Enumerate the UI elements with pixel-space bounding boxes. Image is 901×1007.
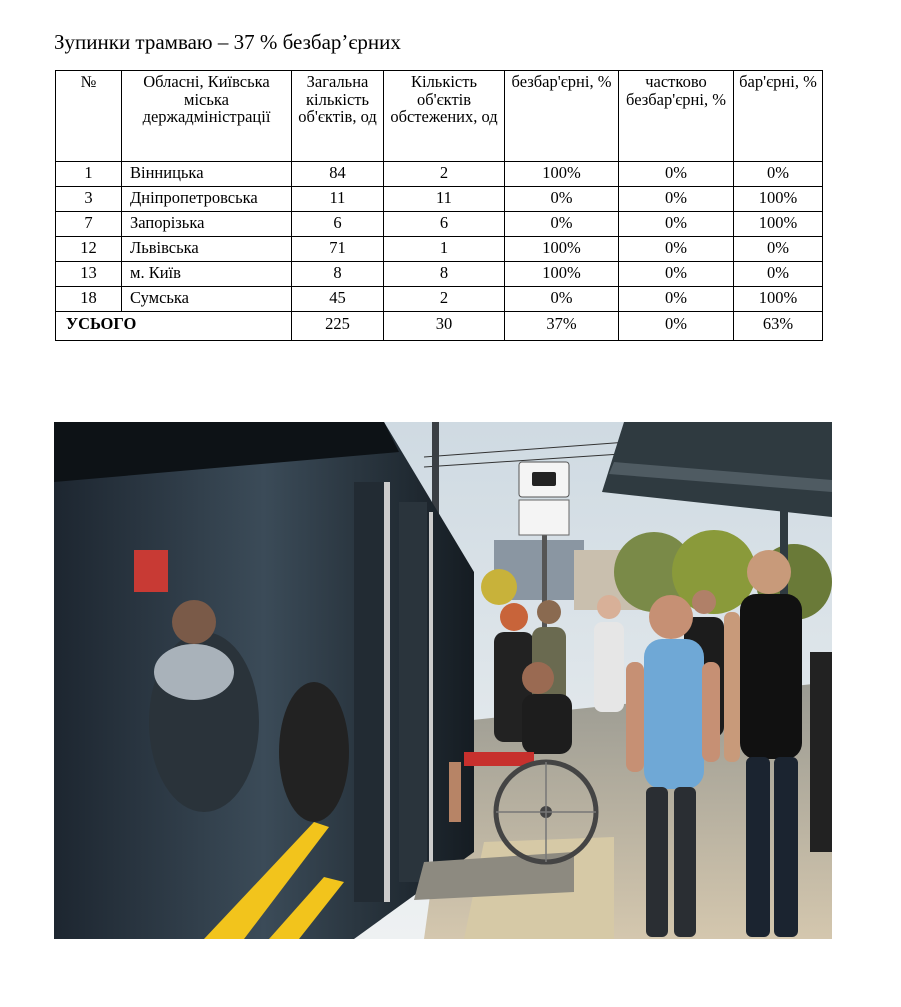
total-barrier: 63% bbox=[734, 312, 823, 341]
total-surveyed: 30 bbox=[384, 312, 505, 341]
row-barrier-free: 100% bbox=[505, 162, 619, 187]
pole bbox=[542, 532, 547, 642]
row-barrier: 0% bbox=[734, 162, 823, 187]
row-number: 13 bbox=[56, 262, 122, 287]
table-header-row bbox=[56, 71, 823, 162]
tram-boarding-photo bbox=[54, 422, 832, 939]
row-surveyed: 2 bbox=[384, 287, 505, 312]
tree bbox=[481, 569, 517, 605]
row-barrier-free: 0% bbox=[505, 287, 619, 312]
total-objects: 225 bbox=[292, 312, 384, 341]
row-region: Запорізька bbox=[122, 212, 292, 237]
row-partial: 0% bbox=[619, 237, 734, 262]
row-barrier-free: 100% bbox=[505, 237, 619, 262]
header-total-objects: Загальна кількість об'єктів, од bbox=[292, 71, 384, 162]
header-barrier: бар'єрні, % bbox=[734, 71, 823, 162]
row-number: 1 bbox=[56, 162, 122, 187]
row-partial: 0% bbox=[619, 162, 734, 187]
row-surveyed: 2 bbox=[384, 162, 505, 187]
row-barrier: 0% bbox=[734, 262, 823, 287]
row-barrier: 0% bbox=[734, 237, 823, 262]
row-total: 11 bbox=[292, 187, 384, 212]
row-number: 3 bbox=[56, 187, 122, 212]
table-total-row bbox=[56, 312, 823, 341]
row-barrier-free: 0% bbox=[505, 212, 619, 237]
row-total: 84 bbox=[292, 162, 384, 187]
row-total: 6 bbox=[292, 212, 384, 237]
tram-door bbox=[399, 502, 427, 882]
table-row bbox=[56, 287, 823, 312]
row-total: 71 bbox=[292, 237, 384, 262]
page-title: Зупинки трамваю – 37 % безбар’єрних bbox=[54, 30, 401, 54]
row-barrier: 100% bbox=[734, 287, 823, 312]
row-partial: 0% bbox=[619, 287, 734, 312]
row-total: 45 bbox=[292, 287, 384, 312]
header-surveyed-objects: Кількість об'єктів обстежених, од bbox=[384, 71, 505, 162]
row-number: 7 bbox=[56, 212, 122, 237]
table-row bbox=[56, 162, 823, 187]
row-barrier: 100% bbox=[734, 212, 823, 237]
row-surveyed: 6 bbox=[384, 212, 505, 237]
row-partial: 0% bbox=[619, 262, 734, 287]
row-region: Дніпропетровська bbox=[122, 187, 292, 212]
tram-red-sign bbox=[134, 550, 168, 592]
row-number: 18 bbox=[56, 287, 122, 312]
row-barrier-free: 0% bbox=[505, 187, 619, 212]
table-row bbox=[56, 187, 823, 212]
header-barrier-free: безбар'єрні, % bbox=[505, 71, 619, 162]
row-surveyed: 8 bbox=[384, 262, 505, 287]
row-partial: 0% bbox=[619, 212, 734, 237]
row-region: Вінницька bbox=[122, 162, 292, 187]
stop-info-plate bbox=[519, 500, 569, 535]
row-region: Сумська bbox=[122, 287, 292, 312]
row-barrier-free: 100% bbox=[505, 262, 619, 287]
total-label: УСЬОГО bbox=[56, 312, 292, 341]
row-partial: 0% bbox=[619, 187, 734, 212]
total-partial: 0% bbox=[619, 312, 734, 341]
row-region: м. Київ bbox=[122, 262, 292, 287]
tram-door bbox=[354, 482, 389, 902]
table-row bbox=[56, 212, 823, 237]
header-region: Обласні, Київська міська держадміністрації bbox=[122, 71, 292, 162]
row-number: 12 bbox=[56, 237, 122, 262]
row-surveyed: 1 bbox=[384, 237, 505, 262]
table-row bbox=[56, 237, 823, 262]
row-barrier: 100% bbox=[734, 187, 823, 212]
table-row bbox=[56, 262, 823, 287]
tram-stops-table bbox=[55, 70, 823, 341]
row-total: 8 bbox=[292, 262, 384, 287]
row-region: Львівська bbox=[122, 237, 292, 262]
row-surveyed: 11 bbox=[384, 187, 505, 212]
header-number: № bbox=[56, 71, 122, 162]
header-partially-barrier-free: частково безбар'єрні, % bbox=[619, 71, 734, 162]
total-barrier-free: 37% bbox=[505, 312, 619, 341]
